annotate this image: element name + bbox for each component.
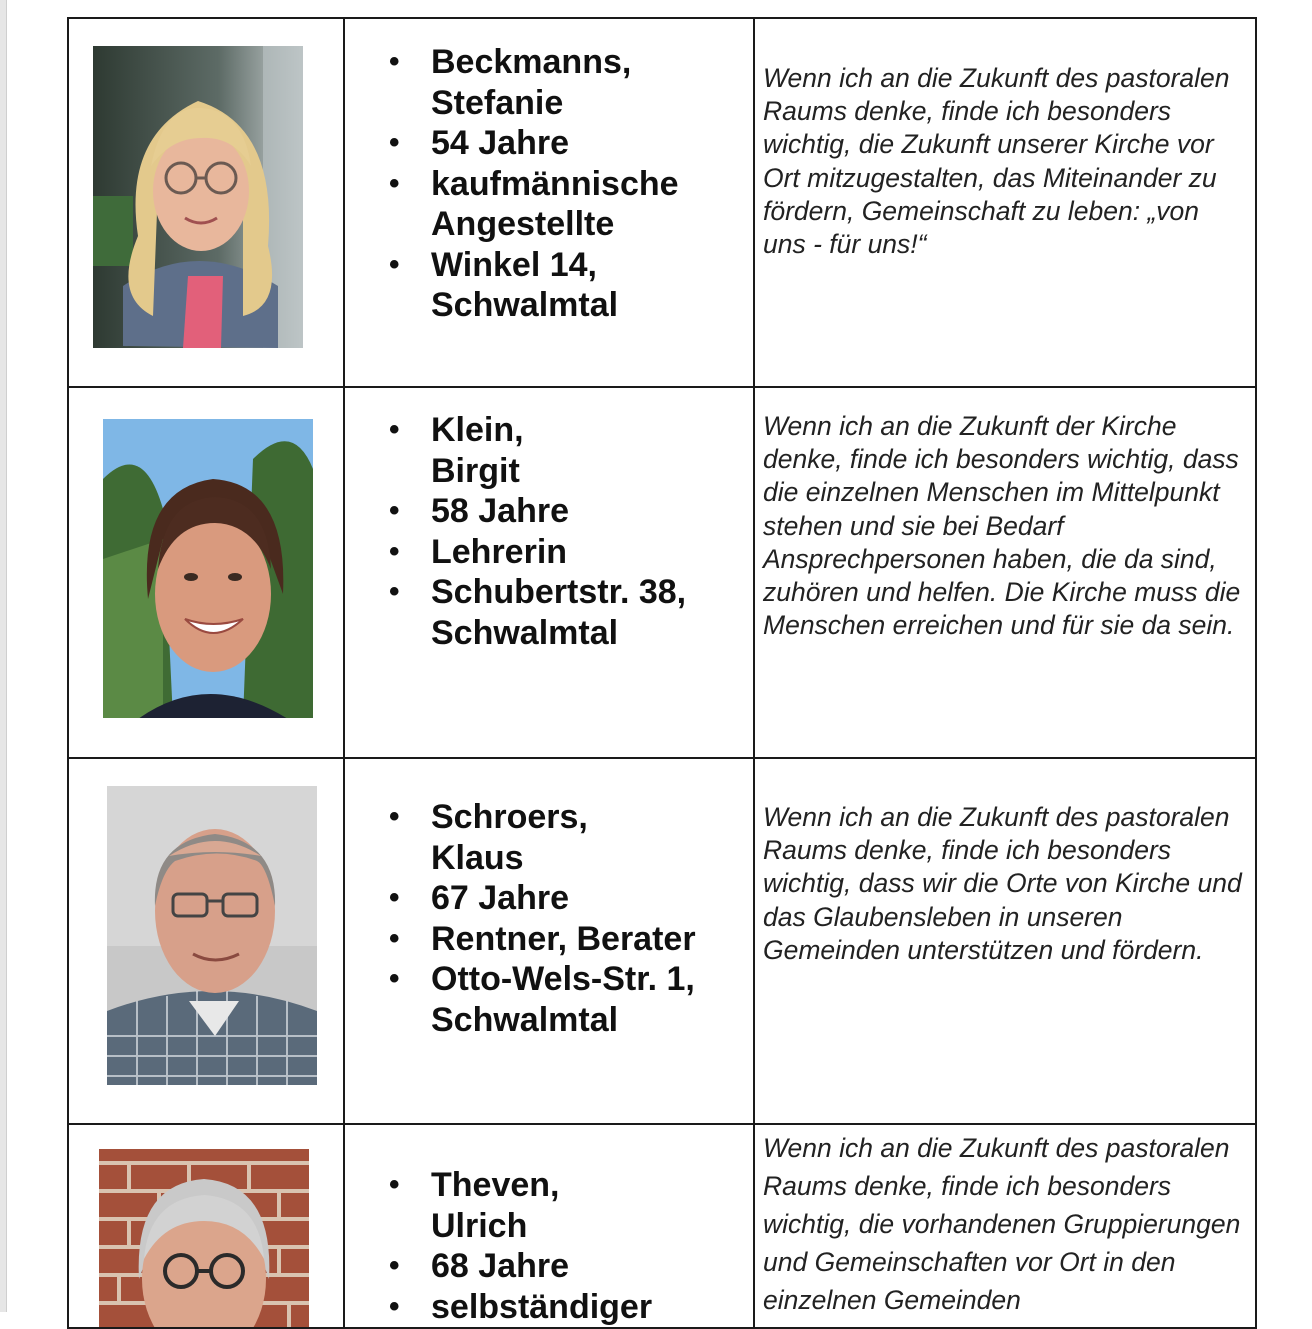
age-item: • 58 Jahre — [389, 491, 753, 532]
age-item: • 54 Jahre — [389, 123, 753, 164]
table-row — [68, 387, 1256, 758]
table-row — [68, 1124, 1256, 1328]
info-list — [345, 797, 753, 1040]
table-row — [68, 758, 1256, 1124]
address-item: • Winkel 14, Schwalmtal — [389, 245, 753, 326]
statement-cell — [754, 1124, 1256, 1328]
photo-cell — [68, 758, 344, 1124]
candidate-photo — [99, 1149, 309, 1328]
candidate-photo — [107, 785, 317, 1085]
info-list — [345, 1165, 753, 1327]
statement-text: Wenn ich an die Zukunft des pastoralen Raums denke, finde ich besonders wichtig, die vorhandenen Gruppierungen und Gemeinschaften vor Ort in den einzelnen Gemeinden — [763, 1133, 1241, 1315]
info-cell — [344, 758, 754, 1124]
statement-text: Wenn ich an die Zukunft des pastoralen Raums denke, finde ich besonders wichtig, die Zukunft unserer Kirche vor Ort mitzugestalten, das Miteinander zu fördern, Gemeinschaft zu leben: „von uns - für uns!“ — [763, 63, 1230, 260]
statement-cell — [754, 18, 1256, 387]
candidate-table — [67, 17, 1257, 1329]
statement-cell — [754, 758, 1256, 1124]
info-list — [345, 42, 753, 326]
info-cell — [344, 1124, 754, 1328]
occupation-item: • Rentner, Berater — [389, 919, 753, 960]
candidate-photo — [93, 46, 303, 348]
statement-text: Wenn ich an die Zukunft der Kirche denke, finde ich besonders wichtig, dass die einzelnen Menschen im Mittelpunkt stehen und sie bei Bedarf Ansprechpersonen haben, die da sind, zuhören und helfen. Die Kirche muss die Menschen erreichen und für sie da sein. — [763, 411, 1241, 641]
name-item: • Klein, Birgit — [389, 410, 753, 491]
photo-cell — [68, 18, 344, 387]
age-item: • 68 Jahre — [389, 1246, 753, 1287]
photo-cell — [68, 387, 344, 758]
candidate-photo — [103, 418, 313, 718]
name-item: • Schroers, Klaus — [389, 797, 753, 878]
info-cell — [344, 18, 754, 387]
table-row — [68, 18, 1256, 387]
address-item: • Otto-Wels-Str. 1, Schwalmtal — [389, 959, 753, 1040]
name-item: • Theven, Ulrich — [389, 1165, 753, 1246]
occupation-item: • selbständiger — [389, 1287, 753, 1328]
occupation-item: • Lehrerin — [389, 532, 753, 573]
statement-text: Wenn ich an die Zukunft des pastoralen Raums denke, finde ich besonders wichtig, dass wir die Orte von Kirche und das Glaubensleben in unseren Gemeinden unterstützen und fördern. — [763, 802, 1242, 965]
address-item: • Schubertstr. 38, Schwalmtal — [389, 572, 753, 653]
statement-cell — [754, 387, 1256, 758]
info-cell — [344, 387, 754, 758]
photo-cell — [68, 1124, 344, 1328]
age-item: • 67 Jahre — [389, 878, 753, 919]
page-left-edge — [0, 0, 7, 1312]
occupation-item: • kaufmännische Angestellte — [389, 164, 753, 245]
name-item: • Beckmanns, Stefanie — [389, 42, 753, 123]
info-list — [345, 410, 753, 653]
